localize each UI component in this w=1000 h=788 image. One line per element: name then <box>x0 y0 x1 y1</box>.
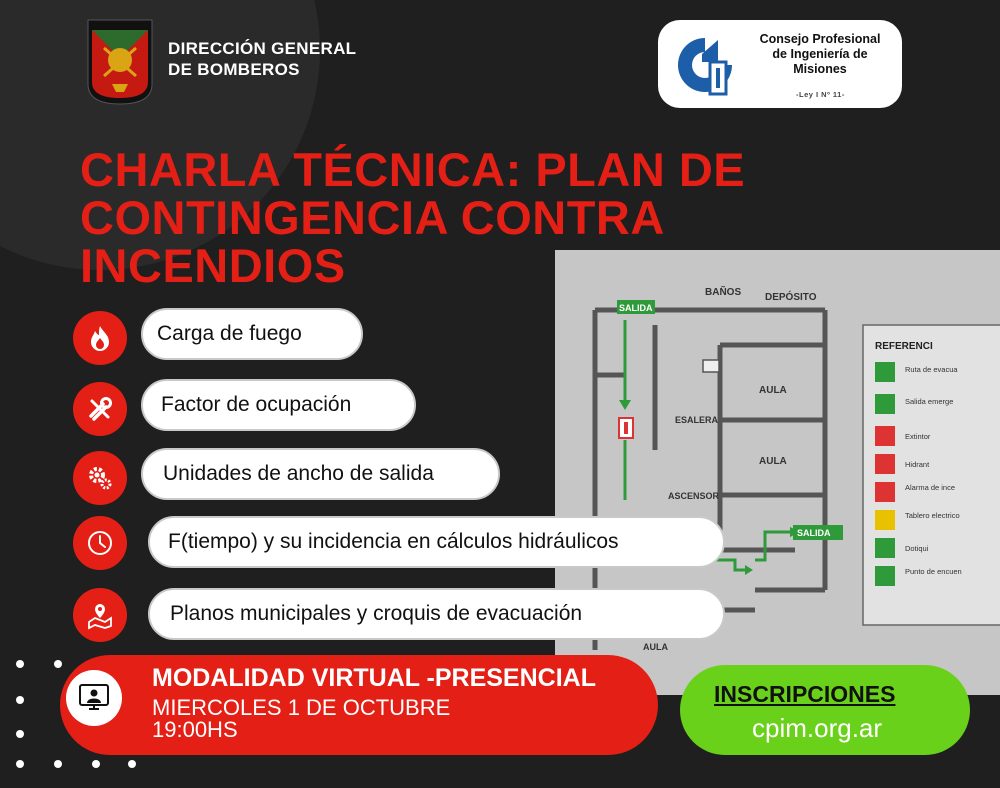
partner-logo-card <box>658 20 902 108</box>
registration-label[interactable]: INSCRIPCIONES <box>714 681 896 707</box>
plan-room-escalera: ESALERA <box>675 415 719 425</box>
topic-label-1: Carga de fuego <box>157 322 302 345</box>
topic-pill-4 <box>148 516 725 568</box>
event-time: 19:00HS <box>152 717 238 742</box>
partner-logo-line2: de Ingeniería de <box>772 47 868 61</box>
partner-logo-law: -Ley I Nº 11- <box>796 90 845 99</box>
legend-item-hydrant: Hidrant <box>905 460 930 469</box>
map-pin-icon <box>73 588 127 642</box>
topic-label-4: F(tiempo) y su incidencia en cálculos hidráulicos <box>168 530 619 553</box>
organization-name-line2: DE BOMBEROS <box>168 60 300 79</box>
plan-exit-sign-1: SALIDA <box>619 303 653 313</box>
fire-icon <box>73 311 127 365</box>
organization-name <box>168 38 356 80</box>
firefighters-crest-logo <box>86 18 154 106</box>
crest-icon <box>86 18 154 106</box>
plan-room-aula-2: AULA <box>759 456 787 467</box>
plan-room-aula-1: AULA <box>759 385 787 396</box>
page-title-line3: INCENDIOS <box>80 239 346 292</box>
event-schedule <box>152 697 450 741</box>
partner-logo-text <box>746 32 894 77</box>
plan-room-banos: BAÑOS <box>705 287 742 298</box>
topic-pill-1 <box>141 308 363 360</box>
event-date: MIERCOLES 1 DE OCTUBRE <box>152 695 451 720</box>
gears-icon <box>73 451 127 505</box>
legend-item-exit: Salida emerge <box>905 397 954 406</box>
registration-url-link[interactable]: cpim.org.ar <box>752 713 883 743</box>
topic-pill-5 <box>148 588 725 640</box>
event-modality: MODALIDAD VIRTUAL -PRESENCIAL <box>152 664 596 692</box>
clock-icon <box>73 516 127 570</box>
plan-room-ascensor: ASCENSOR <box>668 491 720 501</box>
legend-item-first-aid: Dotiqui <box>905 544 929 553</box>
plan-exit-sign-2: SALIDA <box>797 528 831 538</box>
plan-room-deposito: DEPÓSITO <box>765 292 817 303</box>
legend-item-alarm: Alarma de ince <box>905 483 956 492</box>
partner-logo-line3: Misiones <box>793 62 847 76</box>
topic-pill-3 <box>141 448 500 500</box>
legend-item-panel: Tablero electrico <box>905 511 960 520</box>
computer-user-icon <box>66 670 122 726</box>
page-title-line1: CHARLA TÉCNICA: PLAN DE <box>80 143 746 196</box>
topic-label-5: Planos municipales y croquis de evacuación <box>170 602 583 625</box>
topic-pill-2 <box>141 379 416 431</box>
page-title-line2: CONTINGENCIA CONTRA <box>80 191 665 244</box>
legend-item-meeting-point: Punto de encuen <box>905 567 962 576</box>
topic-label-3: Unidades de ancho de salida <box>163 462 434 485</box>
legend-item-route: Ruta de evacua <box>905 365 958 374</box>
legend-title: REFERENCI <box>875 341 933 352</box>
legend-item-extinguisher: Extintor <box>905 432 931 441</box>
organization-name-line1: DIRECCIÓN GENERAL <box>168 39 357 58</box>
page-title <box>80 143 746 292</box>
tools-icon <box>73 382 127 436</box>
cpim-logo-icon <box>672 32 738 98</box>
partner-logo-line1: Consejo Profesional <box>759 32 881 46</box>
plan-room-aula-3: AULA <box>643 642 668 652</box>
topic-label-2: Factor de ocupación <box>161 393 352 416</box>
